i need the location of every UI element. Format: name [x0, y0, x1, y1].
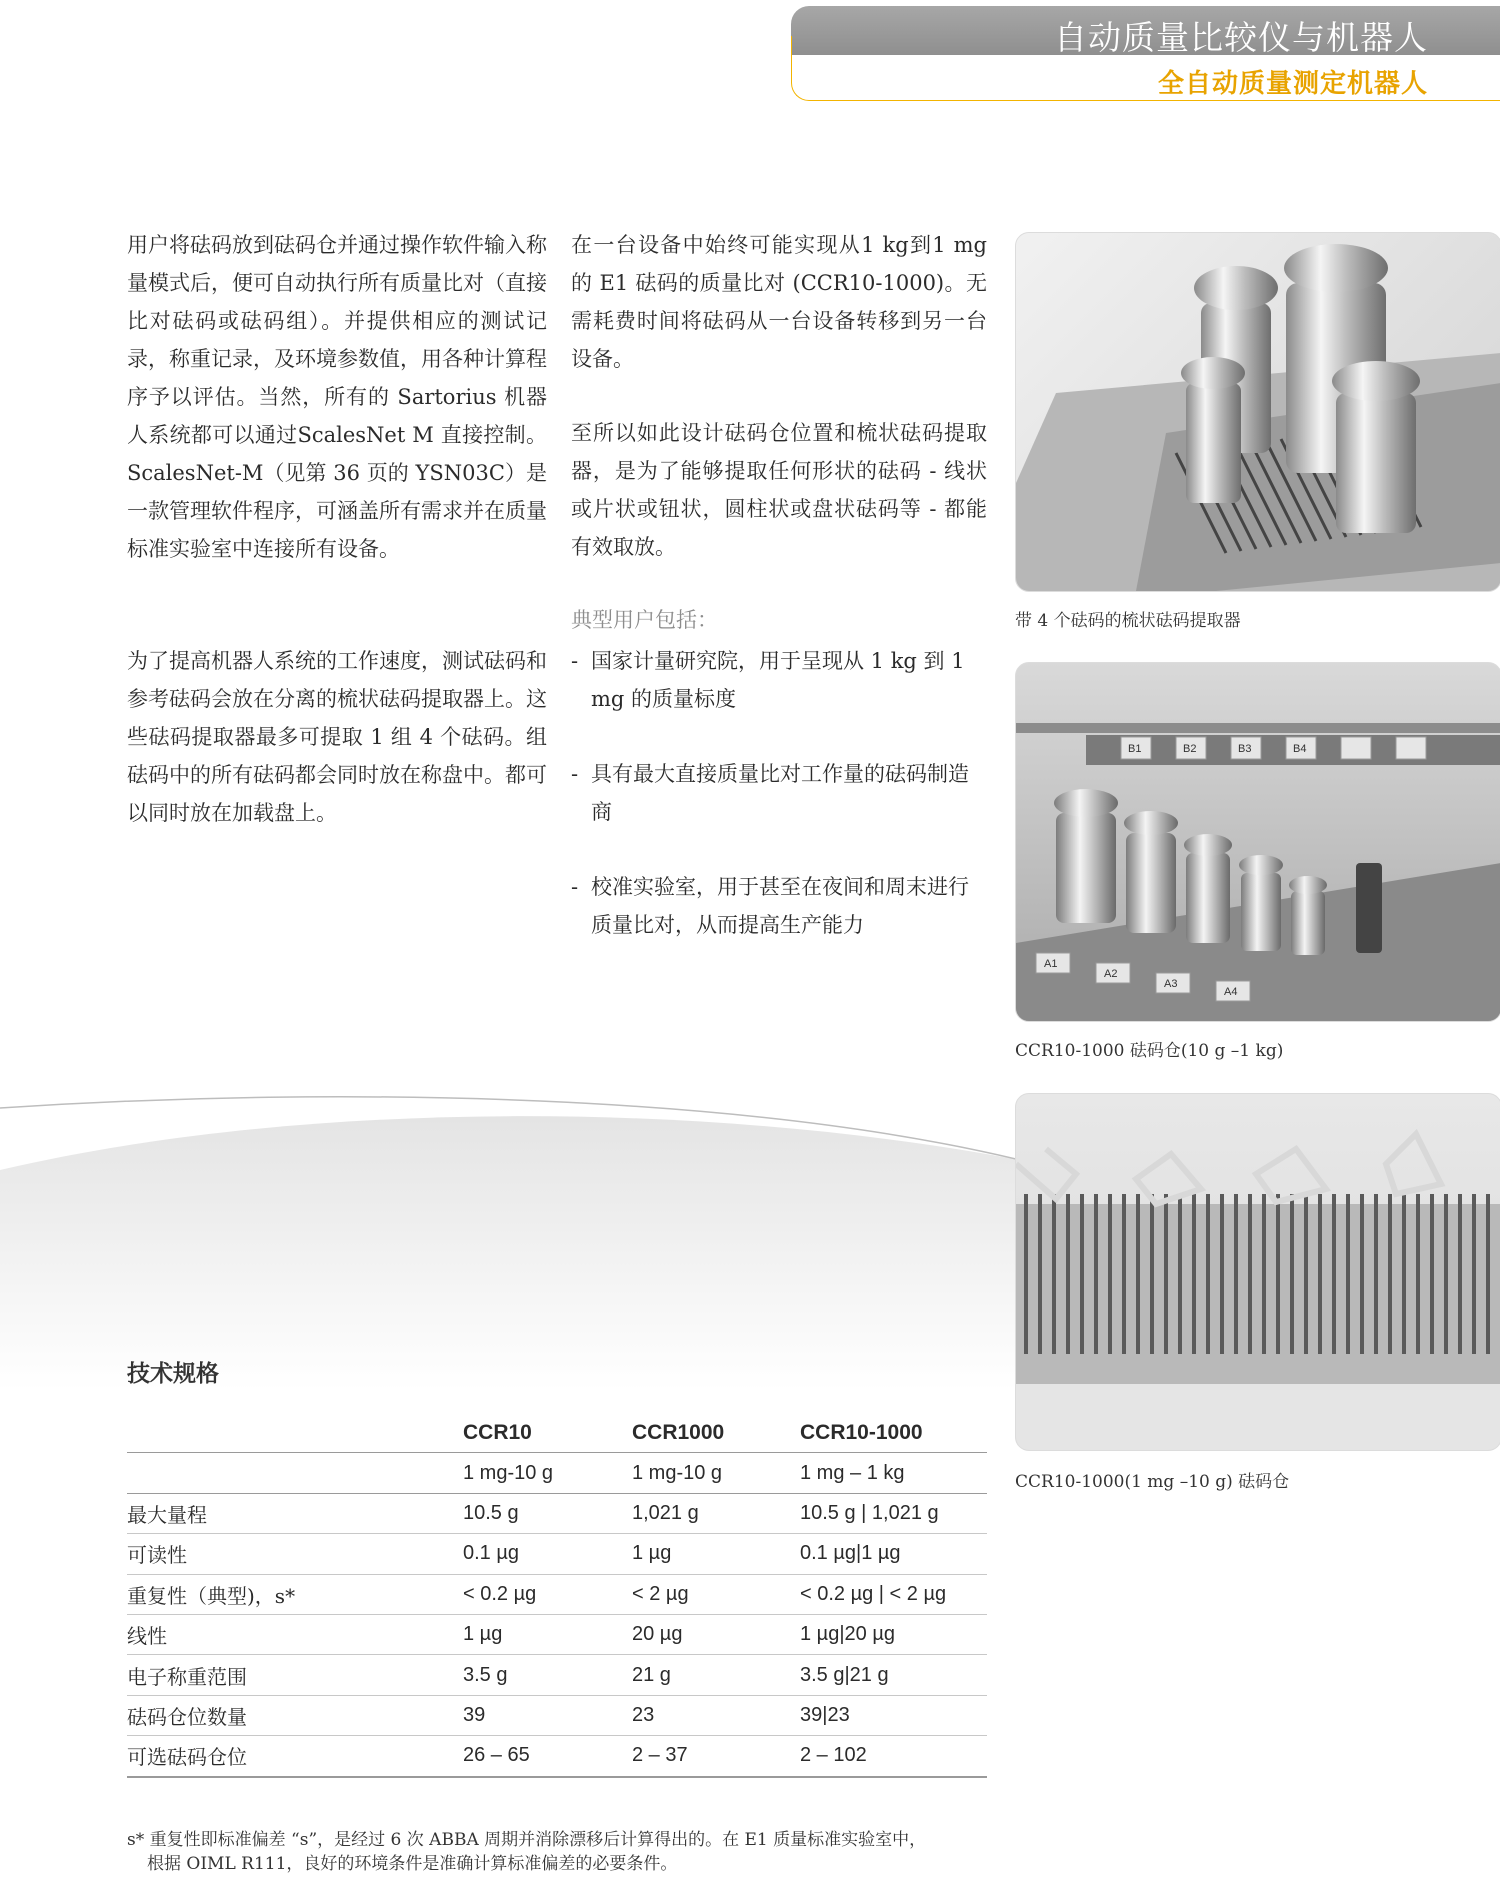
typical-users-label: 典型用户包括：: [571, 608, 718, 632]
spec-cell: 23: [632, 1695, 800, 1735]
spec-cell: 10.5 g: [463, 1493, 632, 1533]
page-title: 自动质量比较仪与机器人: [1054, 18, 1428, 57]
spec-row-label: 砝码仓位数量: [127, 1695, 463, 1735]
footnote-marker: s*: [127, 1830, 145, 1850]
spec-range: 1 mg – 1 kg: [800, 1453, 987, 1493]
header-tab: [791, 6, 1500, 102]
table-row: [127, 1736, 987, 1777]
spec-row-label: 最大量程: [127, 1493, 463, 1533]
intro-paragraph: 用户将砝码放到砝码仓并通过操作软件输入称量模式后，便可自动执行所有质量比对（直接比对砝码或砝码组）。并提供相应的测试记录，称重记录，及环境参数值，用各种计算程序予以评估。当然，所有的 Sartorius 机器人系统都可以通过ScalesNet M 直接控制。ScalesNet-M（见第 36 页的 YSN03C）是一款管理软件程序，可涵盖所有需求并在质量标准实验室中连接所有设备。: [127, 233, 547, 561]
spec-cell: 0.1 µg|1 µg: [800, 1534, 987, 1574]
spec-column-header: CCR10: [463, 1413, 632, 1453]
footnote-line: 重复性即标准偏差 “s”，是经过 6 次 ABBA 周期并消除漂移后计算得出的。在 E1 质量标准实验室中，: [149, 1830, 927, 1850]
spec-table: [127, 1413, 987, 1778]
magazine-large-caption: CCR10-1000 砝码仓(10 g –1 kg): [1015, 1041, 1284, 1061]
rack-label-top: B4: [1293, 743, 1307, 755]
spec-cell: 0.1 µg: [463, 1534, 632, 1574]
spec-cell: 20 µg: [632, 1614, 800, 1654]
spec-range: 1 mg-10 g: [632, 1453, 800, 1493]
footnote: [127, 1828, 1027, 1876]
rack-label-top: B3: [1238, 743, 1252, 755]
bullet-item: - 具有最大直接质量比对工作量的砝码制造商: [571, 762, 969, 824]
spec-row-label: 可读性: [127, 1534, 463, 1574]
rack-label-bottom: A3: [1164, 978, 1178, 990]
spec-column-header: CCR1000: [632, 1413, 800, 1453]
rack-label-bottom: A2: [1104, 968, 1118, 980]
table-row: [127, 1574, 987, 1614]
comb-lifter-photo: [1015, 232, 1500, 592]
table-row: [127, 1695, 987, 1735]
spec-cell: < 0.2 µg: [463, 1574, 632, 1614]
comb-lifter-image: [1016, 233, 1500, 591]
spec-cell: < 0.2 µg | < 2 µg: [800, 1574, 987, 1614]
rack-label-bottom: A1: [1044, 958, 1058, 970]
rack-label-top: B2: [1183, 743, 1197, 755]
spec-cell: 1,021 g: [632, 1493, 800, 1533]
spec-range: 1 mg-10 g: [463, 1453, 632, 1493]
small-magazine-image: [1016, 1094, 1500, 1450]
magazine-rack-photo: [1015, 662, 1500, 1022]
spec-cell: 3.5 g|21 g: [800, 1655, 987, 1695]
small-magazine-photo: [1015, 1093, 1500, 1451]
bullet-text: 具有最大直接质量比对工作量的砝码制造商: [591, 762, 969, 824]
spec-row-label: 可选砝码仓位: [127, 1736, 463, 1777]
spec-cell: 2 – 37: [632, 1736, 800, 1777]
comb-lifter-caption: 带 4 个砝码的梳状砝码提取器: [1015, 611, 1241, 631]
spec-title: 技术规格: [127, 1360, 219, 1387]
footnote-line: 根据 OIML R111，良好的环境条件是准确计算标准偏差的必要条件。: [147, 1854, 678, 1874]
rack-label-top: B1: [1128, 743, 1142, 755]
design-paragraph: 至所以如此设计砝码仓位置和梳状砝码提取器，是为了能够提取任何形状的砝码 - 线状或片状或钮状，圆柱状或盘状砝码等 - 都能有效取放。: [571, 421, 987, 559]
bullet-text: 国家计量研究院，用于呈现从 1 kg 到 1 mg 的质量标度: [591, 649, 965, 711]
magazine-small-caption: CCR10-1000(1 mg –10 g) 砝码仓: [1015, 1472, 1290, 1492]
spec-row-label: 线性: [127, 1614, 463, 1654]
page-subtitle: 全自动质量测定机器人: [1157, 69, 1428, 99]
range-paragraph: 在一台设备中始终可能实现从1 kg到1 mg 的 E1 砝码的质量比对 (CCR10-1000)。无需耗费时间将砝码从一台设备转移到另一台设备。: [571, 233, 987, 371]
spec-row-label: 电子称重范围: [127, 1655, 463, 1695]
spec-cell: 3.5 g: [463, 1655, 632, 1695]
spec-cell: 10.5 g | 1,021 g: [800, 1493, 987, 1533]
rack-label-bottom: A4: [1224, 986, 1238, 998]
magazine-rack-image: [1016, 663, 1500, 1021]
spec-cell: 26 – 65: [463, 1736, 632, 1777]
spec-cell: 1 µg: [632, 1534, 800, 1574]
table-row: [127, 1534, 987, 1574]
speed-paragraph: 为了提高机器人系统的工作速度，测试砝码和参考砝码会放在分离的梳状砝码提取器上。这些砝码提取器最多可提取 1 组 4 个砝码。组砝码中的所有砝码都会同时放在称盘中。都可以同时放在加载盘上。: [127, 649, 547, 825]
spec-cell: < 2 µg: [632, 1574, 800, 1614]
spec-cell: 2 – 102: [800, 1736, 987, 1777]
spec-row-label: 重复性（典型)，s*: [127, 1574, 463, 1614]
table-row: [127, 1493, 987, 1533]
table-row: [127, 1614, 987, 1654]
spec-cell: 39: [463, 1695, 632, 1735]
spec-header-row: [127, 1413, 987, 1453]
spec-cell: 21 g: [632, 1655, 800, 1695]
table-row: [127, 1655, 987, 1695]
spec-range-row: [127, 1453, 987, 1493]
bullet-item: - 国家计量研究院，用于呈现从 1 kg 到 1 mg 的质量标度: [571, 649, 965, 711]
spec-cell: 1 µg: [463, 1614, 632, 1654]
spec-cell: 39|23: [800, 1695, 987, 1735]
bullet-item: - 校准实验室，用于甚至在夜间和周末进行质量比对，从而提高生产能力: [571, 875, 969, 937]
spec-cell: 1 µg|20 µg: [800, 1614, 987, 1654]
bullet-text: 校准实验室，用于甚至在夜间和周末进行质量比对，从而提高生产能力: [591, 875, 969, 937]
spec-column-header: CCR10-1000: [800, 1413, 987, 1453]
